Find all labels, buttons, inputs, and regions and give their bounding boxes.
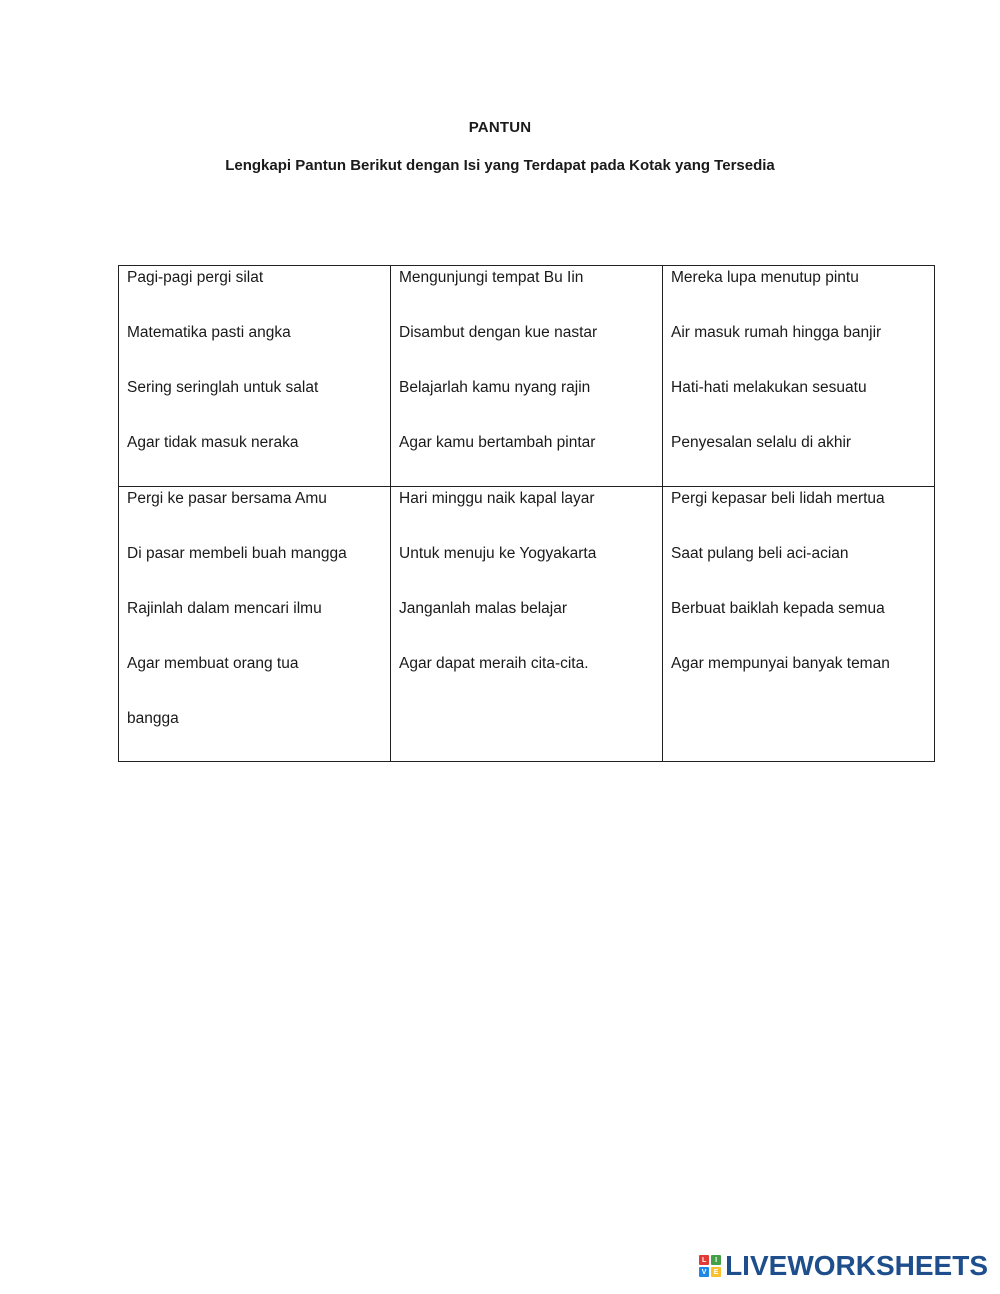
pantun-line: Pagi-pagi pergi silat — [127, 269, 264, 286]
pantun-line: Pergi kepasar beli lidah mertua — [671, 490, 885, 507]
pantun-line: Matematika pasti angka — [127, 324, 291, 341]
live-icon-tile: L — [699, 1255, 709, 1265]
pantun-line: Hari minggu naik kapal layar — [399, 490, 595, 507]
pantun-line: Berbuat baiklah kepada semua — [671, 600, 885, 617]
page-title: PANTUN — [468, 119, 532, 136]
pantun-line: Disambut dengan kue nastar — [399, 324, 598, 341]
pantun-line: Rajinlah dalam mencari ilmu — [127, 600, 322, 617]
pantun-line: Sering seringlah untuk salat — [127, 379, 319, 396]
liveworksheets-logo — [699, 1250, 988, 1282]
table-cell — [391, 266, 663, 487]
pantun-line: Agar mempunyai banyak teman — [671, 655, 890, 672]
table-cell — [391, 487, 663, 762]
pantun-line: Penyesalan selalu di akhir — [671, 434, 852, 451]
table-cell — [663, 487, 935, 762]
pantun-line: Pergi ke pasar bersama Amu — [127, 490, 327, 507]
live-icon-tile: V — [699, 1267, 709, 1277]
table-row — [119, 266, 935, 487]
pantun-line: bangga — [127, 710, 179, 727]
pantun-line: Agar membuat orang tua — [127, 655, 299, 672]
pantun-line: Di pasar membeli buah mangga — [127, 545, 347, 562]
pantun-line: Agar kamu bertambah pintar — [399, 434, 596, 451]
pantun-line: Air masuk rumah hingga banjir — [671, 324, 882, 341]
pantun-line: Untuk menuju ke Yogyakarta — [399, 545, 597, 562]
pantun-line: Mengunjungi tempat Bu Iin — [399, 269, 584, 286]
brand-text: LIVEWORKSHEETS — [725, 1250, 988, 1281]
pantun-line: Belajarlah kamu nyang rajin — [399, 379, 591, 396]
pantun-table — [118, 265, 935, 762]
pantun-line: Agar dapat meraih cita-cita. — [399, 655, 589, 672]
live-icon-tile: I — [711, 1255, 721, 1265]
table-cell — [119, 487, 391, 762]
table-cell — [663, 266, 935, 487]
pantun-line: Hati-hati melakukan sesuatu — [671, 379, 867, 396]
live-icon — [699, 1255, 721, 1277]
page-subtitle: Lengkapi Pantun Berikut dengan Isi yang Terdapat pada Kotak yang Tersedia — [225, 157, 775, 174]
pantun-line: Saat pulang beli aci-acian — [671, 545, 849, 562]
live-icon-tile: E — [711, 1267, 721, 1277]
table-cell — [119, 266, 391, 487]
pantun-line: Mereka lupa menutup pintu — [671, 269, 859, 286]
table-row — [119, 487, 935, 762]
pantun-line: Agar tidak masuk neraka — [127, 434, 299, 451]
pantun-line: Janganlah malas belajar — [399, 600, 568, 617]
